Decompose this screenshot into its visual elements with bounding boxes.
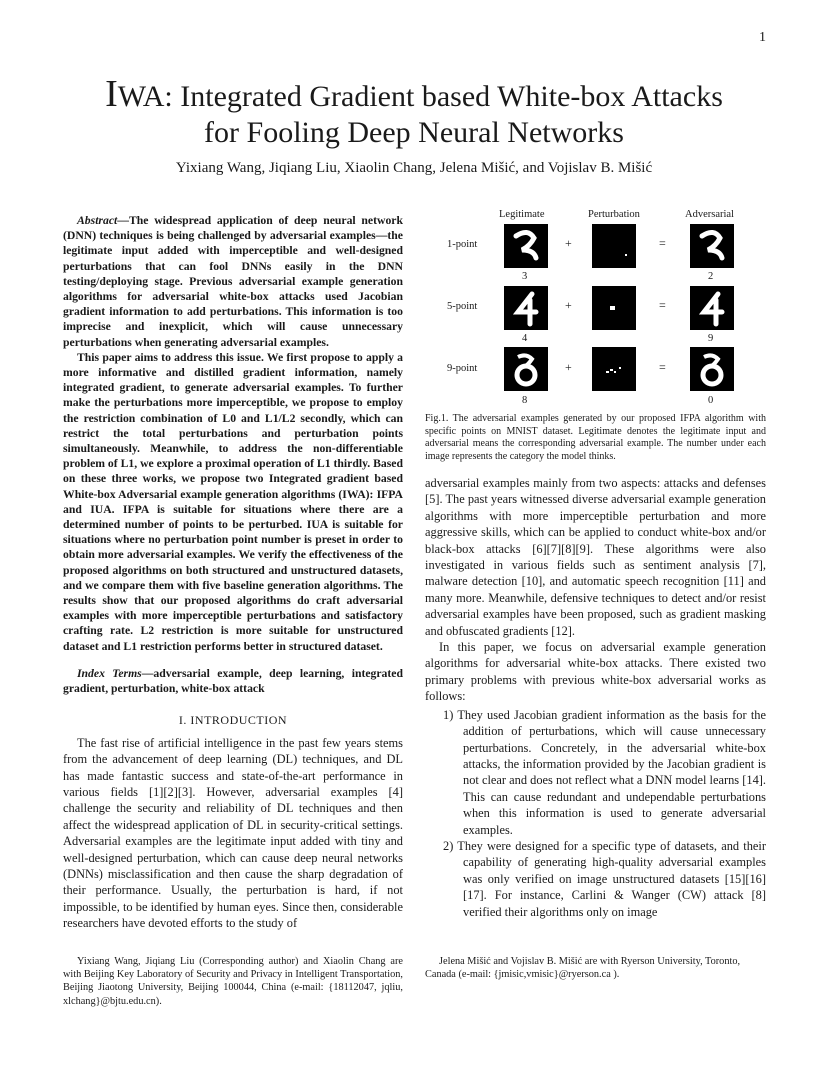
legitimate-image bbox=[504, 347, 548, 391]
legitimate-image bbox=[504, 286, 548, 330]
body-paragraph: adversarial examples mainly from two aspects: attacks and defenses [5]. The past years witnessed diverse adversarial example generation algorithms with more imperceptible perturbation and more aggressive skills, which can be applied to conduct white-box and/or black-box attacks [6][7][8][9]. These algorithms were also investigated in various fields such as sentiment analysis [7], malware detection [10], and automatic speech recognition [11] and many more. Meanwhile, defensive techniques to detect and/or resist adversarial examples have been proposed, such as gradient masking and obfuscated gradients [12]. bbox=[425, 476, 766, 638]
right-column bbox=[425, 209, 766, 920]
equals-sign: = bbox=[659, 236, 666, 250]
title-line2: for Fooling Deep Neural Networks bbox=[204, 116, 624, 149]
equals-sign: = bbox=[659, 360, 666, 374]
page-number: 1 bbox=[759, 30, 766, 45]
figure-1 bbox=[425, 209, 766, 411]
right-body bbox=[425, 475, 766, 920]
fig-row-label: 9-point bbox=[447, 363, 478, 374]
abstract-label: Abstract bbox=[77, 214, 118, 227]
plus-sign: + bbox=[565, 236, 572, 250]
list-item: 2) They were designed for a specific type of datasets, and their capability of generating high-quality adversarial examples was only verified on image unstructured datasets [15][16][17]. For instance, Carlini & Wanger (CW) attack [8] verified their algorithms only on image bbox=[443, 838, 766, 919]
section-title-introduction: I. INTRODUCTION bbox=[178, 713, 288, 728]
body-paragraph: In this paper, we focus on adversarial example generation algorithms for adversarial white-box attacks. There existed two primary problems with previous white-box adversarial works as follows: bbox=[425, 640, 766, 704]
perturbation-image bbox=[592, 347, 636, 391]
introduction-paragraph: The fast rise of artificial intelligence in the past few years stems from the advancement of deep learning (DL) techniques, and DL has made fantastic success and state-of-the-art performance in various fields [1][2][3]. However, adversarial examples [4] challenge the security and reliability of DL techniques and then affect the widespread application of DL in security-critical settings. Adversarial examples are the legitimate input added with tiny and well-designed perturbation, which can cause deep neural networks (DNNs) misclassification and then cause the sharp degradation of their performance. Usually, the perturbation is hard, if not impossible, to be identified by human eyes. Since then, considerable researchers have devoted efforts to the study of bbox=[63, 735, 403, 931]
paper-title bbox=[0, 73, 828, 151]
adversarial-class-label: 2 bbox=[708, 271, 714, 282]
adversarial-image bbox=[690, 347, 734, 391]
adversarial-class-label: 0 bbox=[708, 395, 714, 406]
index-terms bbox=[63, 666, 403, 696]
title-initial: I bbox=[105, 73, 118, 115]
legitimate-class-label: 3 bbox=[522, 271, 528, 282]
equals-sign: = bbox=[659, 298, 666, 312]
legitimate-image bbox=[504, 224, 548, 268]
perturbation-image bbox=[592, 224, 636, 268]
abstract bbox=[63, 213, 403, 654]
adversarial-image bbox=[690, 286, 734, 330]
figure-caption: Fig.1. The adversarial examples generated by our proposed IFPA algorithm with specific points on MNIST dataset. Legitimate denotes the legitimate input and adversarial means the corresponding adversarial example. The number under each image represents the category the model thinks. bbox=[425, 413, 766, 462]
footnote-right: Jelena Mišić and Vojislav B. Mišić are with Ryerson University, Toronto, Canada (e-mail: {jmisic,vmisic}@ryerson.ca ). bbox=[425, 956, 741, 981]
fig-row-label: 1-point bbox=[447, 239, 478, 250]
adversarial-class-label: 9 bbox=[708, 333, 714, 344]
fig-col-header-adversarial: Adversarial bbox=[685, 209, 734, 220]
authors: Yixiang Wang, Jiqiang Liu, Xiaolin Chang, Jelena Mišić, and Vojislav B. Mišić bbox=[175, 160, 653, 176]
left-column bbox=[63, 213, 403, 932]
legitimate-class-label: 8 bbox=[522, 395, 528, 406]
legitimate-class-label: 4 bbox=[522, 333, 528, 344]
plus-sign: + bbox=[565, 298, 572, 312]
fig-col-header-perturbation: Perturbation bbox=[588, 209, 640, 220]
perturbation-image bbox=[592, 286, 636, 330]
abstract-p1: —The widespread application of deep neural network (DNN) techniques is being challenged by adversarial examples—the legitimate input added with imperceptible and well-designed perturbations that can fool DNNs easily in the DNN testing/deploying stage. Previous adversarial example generation algorithms for adversarial white-box attacks used Jacobian gradient information to add perturbations. This information is too imprecise and inexplicit, which will cause unnecessary perturbations when generating adversarial examples. bbox=[63, 214, 403, 349]
index-terms-text: —adversarial example, deep learning, integrated gradient, perturbation, white-box attack bbox=[63, 666, 403, 696]
adversarial-image bbox=[690, 224, 734, 268]
plus-sign: + bbox=[565, 360, 572, 374]
footnote-left: Yixiang Wang, Jiqiang Liu (Corresponding author) and Xiaolin Chang are with Beijing Key Laboratory of Security and Privacy in Intelligent Transportation, Beijing Jiaotong University, Beijing 100044, China (e-mail: {18112047, jqliu, xlchang}@bjtu.edu.cn). bbox=[63, 956, 403, 1007]
abstract-p2: This paper aims to address this issue. We first propose to apply a more informative and distilled gradient information, namely integrated gradient, to generate adversarial examples. To further make the perturbations more imperceptible, we propose to employ the restriction combination of L0 and L1/L2 secondly, which can restrict the total perturbations and perturbation points simultaneously. Meanwhile, to address the non-differentiable problem of L1, we explore a proximal operation of L1 thirdly. Based on these three works, we propose two Integrated gradient based White-box Adversarial example generation algorithms (IWA): IFPA and IUA. IFPA is suitable for situations where there are a determined number of points to be perturbed. IUA is suitable for situations where no perturbation point number is preset in order to obtain more adversarial examples. We verify the effectiveness of the proposed algorithms on both structured and unstructured datasets, and we compare them with five baseline generation algorithms. The results show that our proposed algorithms do craft adversarial examples with more imperceptible perturbations and satisfactory crafting rate. L2 restriction is more suitable for unstructured dataset and L1 restriction performs better in structured dataset. bbox=[63, 350, 403, 653]
fig-row-label: 5-point bbox=[447, 301, 478, 312]
list-item: 1) They used Jacobian gradient information as the basis for the addition of perturbations, which will cause unnecessary perturbations. Concretely, in the adversarial white-box attacks, the information provided by the Jacobian gradient is not clear and does not reflect what a DNN model learns [14]. This can cause redundant and undependable perturbations when this information is used to generate adversarial examples. bbox=[443, 707, 766, 837]
index-terms-label: Index Terms bbox=[77, 666, 142, 680]
title-line1: WA: Integrated Gradient based White-box Attacks bbox=[117, 80, 723, 113]
fig-col-header-legitimate: Legitimate bbox=[499, 209, 545, 220]
